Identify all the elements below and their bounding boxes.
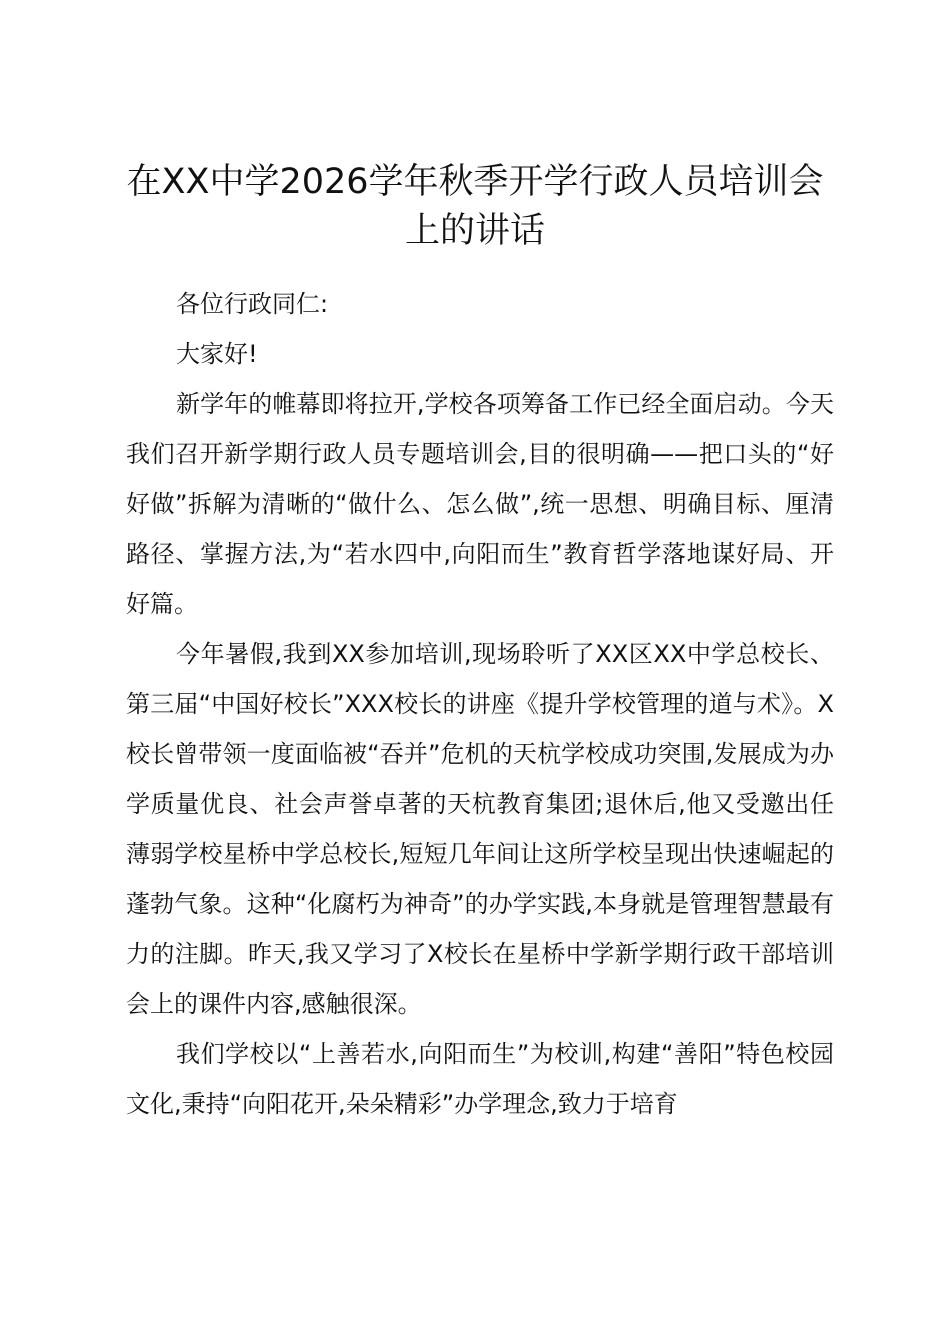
greeting: 大家好!: [176, 340, 258, 368]
paragraph-training: 今年暑假,我到XX参加培训,现场聆听了XX区XX中学总校长、第三届“中国好校长”XXX校长的讲座《提升学校管理的道与术》。X校长曾带领一度面临被“吞并”危机的天杭学校成功突围,发展成为办学质量优良、社会声誉卓著的天杭教育集团;退休后,他又受邀出任薄弱学校星桥中学总校长,短短几年间让这所学校呈现出快速崛起的蓬勃气象。这种“化腐朽为神奇”的办学实践,本身就是管理智慧最有力的注脚。昨天,我又学习了X校长在星桥中学新学期行政干部培训会上的课件内容,感触很深。: [126, 640, 834, 1018]
salutation: 各位行政同仁:: [176, 290, 329, 318]
paragraph-opening: 新学年的帷幕即将拉开,学校各项筹备工作已经全面启动。今天我们召开新学期行政人员专题培训会,目的很明确——把口头的“好好做”拆解为清晰的“做什么、怎么做”,统一思想、明确目标、厘清路径、掌握方法,为“若水四中,向阳而生”教育哲学落地谋好局、开好篇。: [126, 390, 834, 618]
document-title: 在XX中学2026学年秋季开学行政人员培训会上的讲话: [126, 162, 824, 251]
document-body: [126, 279, 834, 1129]
paragraph-school-culture: 我们学校以“上善若水,向阳而生”为校训,构建“善阳”特色校园文化,秉持“向阳花开,朵朵精彩”办学理念,致力于培育: [126, 1040, 834, 1118]
